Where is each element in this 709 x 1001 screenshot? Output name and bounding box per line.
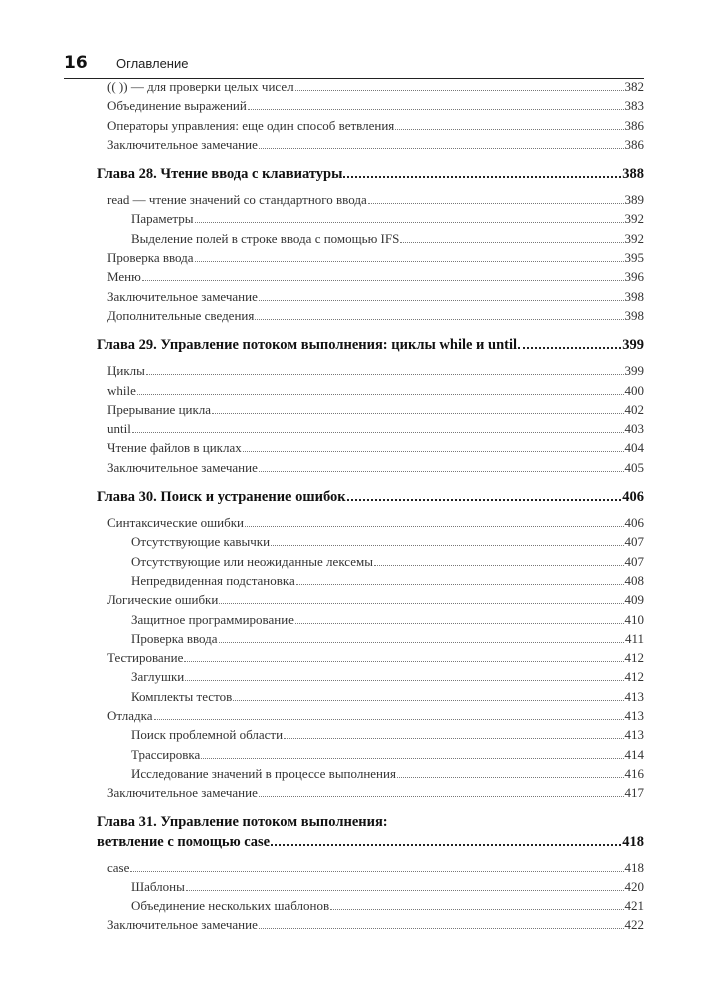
toc-entry-title: Отсутствующие или неожиданные лексемы (131, 553, 373, 569)
dot-leader (248, 108, 624, 110)
dot-leader (271, 843, 621, 846)
toc-entry-page: 386 (624, 136, 644, 152)
toc-entry-title: Дополнительные сведения (107, 307, 255, 323)
dot-leader (259, 927, 624, 929)
dot-leader (259, 470, 624, 472)
toc-entry-page: 405 (624, 459, 644, 475)
running-header-title: Оглавление (116, 56, 189, 71)
toc-entry[interactable] (97, 858, 644, 877)
toc-entry-page: 418 (622, 833, 644, 850)
toc-entry-title: (( )) — для проверки целых чисел (107, 79, 294, 94)
dot-leader (130, 870, 623, 872)
toc-entry-title: while (107, 382, 136, 398)
dot-leader (245, 525, 624, 527)
dot-leader (518, 346, 621, 349)
toc-entry-page: 392 (624, 211, 644, 227)
toc-entry-title: Логические ошибки (107, 592, 219, 608)
toc-subentry[interactable] (97, 629, 644, 648)
toc-entry[interactable] (97, 287, 644, 306)
dot-leader (271, 544, 623, 546)
toc-entry-title: Прерывание цикла (107, 401, 212, 417)
chapter-heading-line[interactable]: Глава 31. Управление потоком выполнения: (97, 813, 388, 830)
dot-leader (184, 660, 623, 662)
page-number: 16 (64, 53, 88, 73)
toc-subentry[interactable] (97, 552, 644, 571)
toc-entry[interactable] (97, 438, 644, 457)
toc-entry-page: 407 (624, 553, 644, 569)
toc-entry-page: 410 (624, 611, 644, 627)
toc-entry-title: Проверка ввода (131, 630, 218, 646)
dot-leader (195, 221, 624, 223)
toc-entry-title: Глава 28. Чтение ввода с клавиатуры (97, 166, 343, 183)
toc-entry[interactable] (97, 513, 644, 532)
dot-leader (255, 318, 623, 320)
toc-entry[interactable] (97, 381, 644, 400)
toc-entry[interactable] (97, 419, 644, 438)
dot-leader (146, 373, 624, 375)
dot-leader (154, 718, 624, 720)
chapter-heading[interactable] (97, 335, 644, 355)
toc-entry-title: Заглушки (131, 669, 185, 685)
chapter-heading[interactable] (97, 487, 644, 507)
toc-entry-title: Выделение полей в строке ввода с помощью IFS (131, 230, 400, 246)
dot-leader (132, 431, 624, 433)
toc-entry-title: Синтаксические ошибки (107, 515, 244, 531)
toc-entry-title: case (107, 859, 130, 875)
dot-leader (296, 583, 624, 585)
toc-entry-title: Меню (107, 269, 141, 285)
toc-subentry[interactable] (97, 209, 644, 228)
toc-entry-page: 413 (624, 727, 644, 743)
toc-subentry[interactable] (97, 877, 644, 896)
toc-entry-title: Отсутствующие кавычки (131, 534, 271, 550)
dot-leader (219, 641, 624, 643)
toc-entry[interactable] (97, 190, 644, 209)
toc-entry-title: ветвление с помощью case (97, 833, 271, 850)
toc-entry[interactable] (97, 96, 644, 115)
toc-entry-title: Циклы (107, 363, 145, 379)
toc-subentry[interactable] (97, 532, 644, 551)
toc-entry-title: Трассировка (131, 746, 201, 762)
toc-entry[interactable] (97, 590, 644, 609)
toc-entry-title: Шаблоны (131, 878, 185, 894)
toc-entry-page: 418 (624, 859, 644, 875)
dot-leader (259, 147, 624, 149)
toc-subentry[interactable] (97, 610, 644, 629)
toc-entry[interactable] (97, 135, 644, 154)
toc-entry-page: 420 (624, 878, 644, 894)
dot-leader (185, 679, 623, 681)
toc-entry[interactable] (97, 361, 644, 380)
toc-entry-page: 386 (624, 117, 644, 133)
toc-entry-title: Защитное программирование (131, 611, 294, 627)
dot-leader (259, 795, 624, 797)
toc-entry-page: 388 (622, 166, 644, 183)
dot-leader (400, 241, 623, 243)
toc-entry-title: Заключительное замечание (107, 136, 258, 152)
toc-entry-page: 389 (624, 192, 644, 208)
toc-entry-page: 413 (624, 688, 644, 704)
toc-entry-page: 402 (624, 401, 644, 417)
dot-leader (343, 175, 621, 178)
toc-entry-title: Комплекты тестов (131, 688, 233, 704)
toc-entry-title: Операторы управления: еще один способ ветвления (107, 117, 395, 133)
toc-entry[interactable] (97, 306, 644, 325)
toc-entry[interactable] (97, 458, 644, 477)
toc-entry-title: Заключительное замечание (107, 785, 258, 801)
toc-entry-page: 406 (624, 515, 644, 531)
toc-entry-page: 392 (624, 230, 644, 246)
dot-leader (212, 412, 623, 414)
dot-leader (233, 699, 623, 701)
toc-entry-page: 412 (624, 669, 644, 685)
table-of-contents (97, 77, 644, 935)
toc-entry[interactable] (97, 77, 644, 96)
toc-subentry[interactable] (97, 745, 644, 764)
toc-entry-page: 398 (624, 288, 644, 304)
toc-entry-page: 399 (624, 363, 644, 379)
toc-entry-title: Параметры (131, 211, 194, 227)
toc-entry-title: until (107, 421, 131, 437)
toc-entry[interactable] (97, 248, 644, 267)
toc-entry-title: Непредвиденная подстановка (131, 572, 295, 588)
toc-entry-title: Заключительное замечание (107, 917, 258, 933)
dot-leader (295, 622, 624, 624)
toc-entry[interactable] (97, 783, 644, 802)
toc-entry-page: 409 (624, 592, 644, 608)
toc-entry-page: 411 (624, 630, 644, 646)
toc-entry-title: Отладка (107, 708, 153, 724)
toc-entry-title: Поиск проблемной области (131, 727, 284, 743)
dot-leader (330, 908, 623, 910)
toc-entry-page: 407 (624, 534, 644, 550)
toc-entry-title: Исследование значений в процессе выполнения (131, 765, 396, 781)
dot-leader (259, 299, 624, 301)
toc-subentry[interactable] (97, 687, 644, 706)
toc-entry-page: 422 (624, 917, 644, 933)
toc-entry-page: 396 (624, 269, 644, 285)
toc-entry-page: 400 (624, 382, 644, 398)
toc-entry-title: Объединение выражений (107, 98, 247, 114)
toc-entry[interactable] (97, 706, 644, 725)
toc-subentry[interactable] (97, 896, 644, 915)
dot-leader (374, 564, 624, 566)
dot-leader (347, 498, 622, 501)
toc-entry-title: Чтение файлов в циклах (107, 440, 242, 456)
toc-entry-page: 414 (624, 746, 644, 762)
dot-leader (201, 757, 623, 759)
toc-subentry[interactable] (97, 764, 644, 783)
toc-entry-title: Объединение нескольких шаблонов (131, 898, 330, 914)
toc-entry-title: Тестирование (107, 650, 184, 666)
toc-entry-page: 408 (624, 572, 644, 588)
dot-leader (368, 202, 624, 204)
toc-entry-title: Заключительное замечание (107, 459, 258, 475)
toc-entry[interactable] (97, 116, 644, 135)
toc-subentry[interactable] (97, 229, 644, 248)
toc-entry-title: Глава 29. Управление потоком выполнения: циклы while и until (97, 337, 518, 354)
chapter-heading[interactable] (97, 164, 644, 184)
toc-entry-page: 421 (624, 898, 644, 914)
toc-entry-page: 382 (624, 79, 644, 94)
chapter-heading[interactable] (97, 832, 644, 852)
toc-entry-page: 417 (624, 785, 644, 801)
toc-entry-page: 383 (624, 98, 644, 114)
toc-entry-title: Проверка ввода (107, 250, 194, 266)
toc-subentry[interactable] (97, 667, 644, 686)
toc-entry-title: Глава 30. Поиск и устранение ошибок (97, 489, 346, 506)
toc-entry-title: read — чтение значений со стандартного ввода (107, 192, 367, 208)
toc-subentry[interactable] (97, 725, 644, 744)
toc-entry[interactable] (97, 267, 644, 286)
dot-leader (186, 889, 624, 891)
dot-leader (397, 776, 624, 778)
toc-entry-page: 403 (624, 421, 644, 437)
toc-entry-page: 406 (622, 489, 644, 506)
dot-leader (243, 450, 624, 452)
toc-entry-page: 404 (624, 440, 644, 456)
toc-entry-page: 413 (624, 708, 644, 724)
toc-entry-page: 416 (624, 765, 644, 781)
toc-entry-page: 398 (624, 307, 644, 323)
dot-leader (295, 89, 624, 91)
toc-entry[interactable] (97, 400, 644, 419)
toc-subentry[interactable] (97, 571, 644, 590)
dot-leader (142, 279, 624, 281)
toc-entry-title: Заключительное замечание (107, 288, 258, 304)
toc-entry-page: 395 (624, 250, 644, 266)
dot-leader (395, 128, 623, 130)
toc-entry-page: 412 (624, 650, 644, 666)
toc-entry[interactable] (97, 648, 644, 667)
toc-entry[interactable] (97, 915, 644, 934)
running-header (64, 50, 644, 79)
toc-entry-page: 399 (622, 337, 644, 354)
dot-leader (219, 602, 623, 604)
dot-leader (137, 393, 624, 395)
dot-leader (284, 737, 623, 739)
dot-leader (195, 260, 624, 262)
